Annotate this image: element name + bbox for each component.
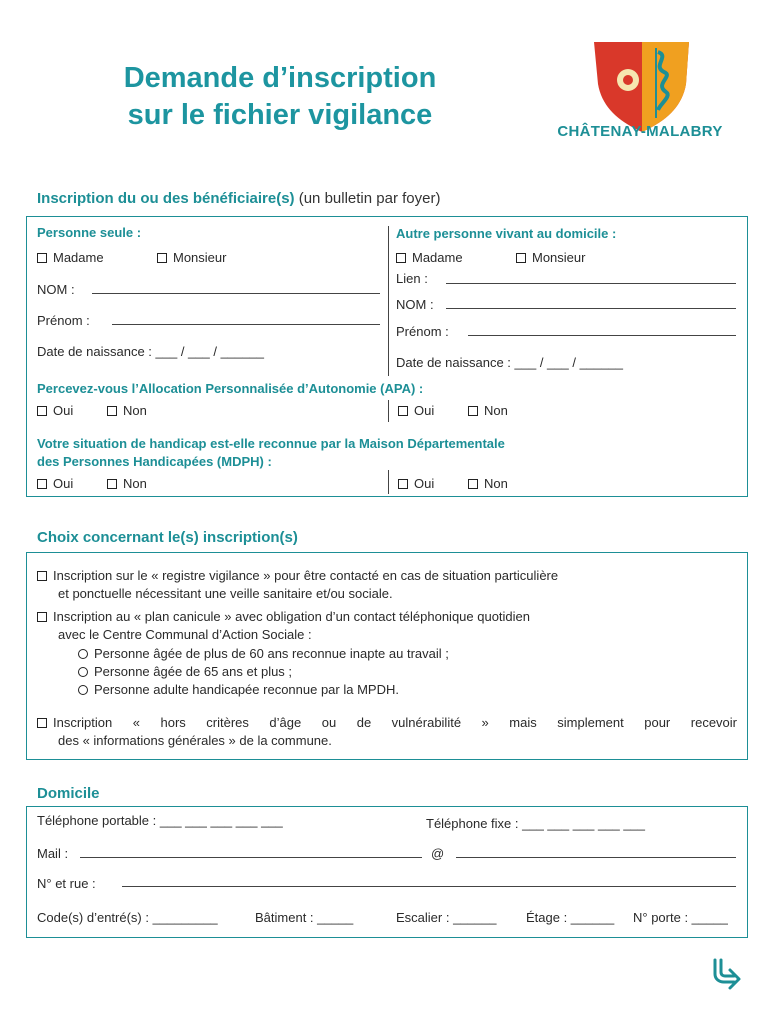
- sub-handicap-label: Personne adulte handicapée reconnue par la MPDH.: [94, 682, 399, 697]
- canicule-sub-60[interactable]: [78, 645, 449, 663]
- sub-60-label: Personne âgée de plus de 60 ans reconnue inapte au travail ;: [94, 646, 449, 661]
- left-monsieur-option[interactable]: [157, 250, 226, 265]
- registre-line-2: et ponctuelle nécessitant une veille sanitaire et/ou sociale.: [58, 585, 393, 601]
- right-lien-field[interactable]: [446, 283, 736, 284]
- registre-line-1: Inscription sur le « registre vigilance » pour être contacté en cas de situation particulière: [53, 568, 559, 583]
- left-madame-label: Madame: [53, 250, 104, 265]
- mdph-right-non-option[interactable]: [468, 476, 508, 491]
- etage-field[interactable]: Étage : ______: [526, 910, 615, 925]
- mdph-left-non-option[interactable]: [107, 476, 147, 491]
- mdph-divider: [388, 470, 389, 494]
- beneficiaires-title: [37, 190, 440, 207]
- sub-65-label: Personne âgée de 65 ans et plus ;: [94, 664, 293, 679]
- left-prenom-field[interactable]: [112, 324, 380, 325]
- mdph-question-line-1: Votre situation de handicap est-elle reconnue par la Maison Départementale: [37, 436, 505, 451]
- escalier-field[interactable]: Escalier : ______: [396, 910, 497, 925]
- checkbox-icon: [37, 406, 47, 416]
- mail-domain-field[interactable]: [456, 857, 736, 858]
- apa-left-oui-option[interactable]: [37, 403, 73, 418]
- left-nom-label: NOM :: [37, 282, 75, 297]
- right-naissance-field[interactable]: Date de naissance : ___ / ___ / ______: [396, 355, 623, 370]
- mdph-right-oui-label: Oui: [414, 476, 435, 491]
- radio-icon: [78, 649, 88, 659]
- apa-left-non-label: Non: [123, 403, 147, 418]
- porte-field[interactable]: N° porte : _____: [633, 910, 728, 925]
- right-monsieur-label: Monsieur: [532, 250, 586, 265]
- checkbox-icon: [37, 612, 47, 622]
- mdph-left-non-label: Non: [123, 476, 147, 491]
- left-prenom-label: Prénom :: [37, 313, 90, 328]
- title-line-2: sur le fichier vigilance: [127, 99, 433, 131]
- apa-right-oui-label: Oui: [414, 403, 435, 418]
- mdph-left-oui-option[interactable]: [37, 476, 73, 491]
- autre-personne-heading: Autre personne vivant au domicile :: [396, 226, 617, 241]
- checkbox-icon: [107, 406, 117, 416]
- radio-icon: [78, 667, 88, 677]
- checkbox-icon: [468, 406, 478, 416]
- rue-field[interactable]: [122, 886, 736, 887]
- checkbox-icon: [107, 479, 117, 489]
- canicule-line-2: avec le Centre Communal d’Action Sociale :: [58, 626, 312, 642]
- mail-label: Mail :: [37, 846, 69, 861]
- checkbox-icon: [516, 253, 526, 263]
- checkbox-icon: [37, 718, 47, 728]
- left-nom-field[interactable]: [92, 293, 380, 294]
- checkbox-icon: [37, 571, 47, 581]
- hors-criteres-line-1: Inscription « hors critères d’âge ou de vulnérabilité » mais simplement pour recevoir: [53, 715, 737, 730]
- left-monsieur-label: Monsieur: [173, 250, 227, 265]
- beneficiaires-title-text: Inscription du ou des bénéficiaire(s): [37, 190, 295, 207]
- canicule-sub-handicap[interactable]: [78, 681, 399, 699]
- checkbox-icon: [157, 253, 167, 263]
- choix-option-hors-criteres[interactable]: [37, 714, 737, 749]
- page-title: [60, 60, 500, 134]
- mdph-left-oui-label: Oui: [53, 476, 74, 491]
- rue-label: N° et rue :: [37, 876, 96, 891]
- apa-left-oui-label: Oui: [53, 403, 74, 418]
- apa-left-non-option[interactable]: [107, 403, 147, 418]
- apa-right-oui-option[interactable]: [398, 403, 434, 418]
- choix-option-canicule[interactable]: [37, 608, 737, 643]
- choix-option-registre[interactable]: [37, 567, 737, 602]
- right-lien-label: Lien :: [396, 271, 428, 286]
- tel-portable-field[interactable]: Téléphone portable : ___ ___ ___ ___ ___: [37, 813, 283, 828]
- city-name: CHÂTENAY-MALABRY: [557, 123, 723, 140]
- apa-right-non-option[interactable]: [468, 403, 508, 418]
- right-nom-label: NOM :: [396, 297, 434, 312]
- right-nom-field[interactable]: [446, 308, 736, 309]
- right-prenom-label: Prénom :: [396, 324, 449, 339]
- radio-icon: [78, 685, 88, 695]
- canicule-sub-65[interactable]: [78, 663, 292, 681]
- apa-divider: [388, 400, 389, 422]
- checkbox-icon: [398, 479, 408, 489]
- right-prenom-field[interactable]: [468, 335, 736, 336]
- mdph-right-non-label: Non: [484, 476, 508, 491]
- right-monsieur-option[interactable]: [516, 250, 585, 265]
- mail-at-sign: @: [431, 846, 445, 861]
- hors-criteres-line-2: des « informations générales » de la commune.: [58, 732, 332, 748]
- canicule-line-1: Inscription au « plan canicule » avec obligation d’un contact téléphonique quotidien: [53, 609, 531, 624]
- left-naissance-field[interactable]: Date de naissance : ___ / ___ / ______: [37, 344, 264, 359]
- apa-question: Percevez-vous l’Allocation Personnalisée d’Autonomie (APA) :: [37, 381, 424, 396]
- checkbox-icon: [37, 479, 47, 489]
- column-divider: [388, 226, 389, 376]
- batiment-field[interactable]: Bâtiment : _____: [255, 910, 354, 925]
- next-page-arrow-icon[interactable]: [710, 957, 744, 991]
- checkbox-icon: [468, 479, 478, 489]
- right-madame-label: Madame: [412, 250, 463, 265]
- tel-fixe-field[interactable]: Téléphone fixe : ___ ___ ___ ___ ___: [426, 816, 646, 831]
- right-madame-option[interactable]: [396, 250, 463, 265]
- apa-right-non-label: Non: [484, 403, 508, 418]
- left-madame-option[interactable]: [37, 250, 104, 265]
- domicile-title: Domicile: [37, 785, 100, 802]
- mdph-question-line-2: des Personnes Handicapées (MDPH) :: [37, 454, 272, 469]
- title-line-1: Demande d’inscription: [123, 62, 437, 94]
- choix-title: Choix concernant le(s) inscription(s): [37, 529, 298, 546]
- checkbox-icon: [398, 406, 408, 416]
- code-entree-field[interactable]: Code(s) d’entré(s) : _________: [37, 910, 218, 925]
- personne-seule-heading: Personne seule :: [37, 225, 142, 240]
- mail-user-field[interactable]: [80, 857, 422, 858]
- checkbox-icon: [37, 253, 47, 263]
- checkbox-icon: [396, 253, 406, 263]
- beneficiaires-title-note: (un bulletin par foyer): [298, 190, 441, 207]
- mdph-right-oui-option[interactable]: [398, 476, 434, 491]
